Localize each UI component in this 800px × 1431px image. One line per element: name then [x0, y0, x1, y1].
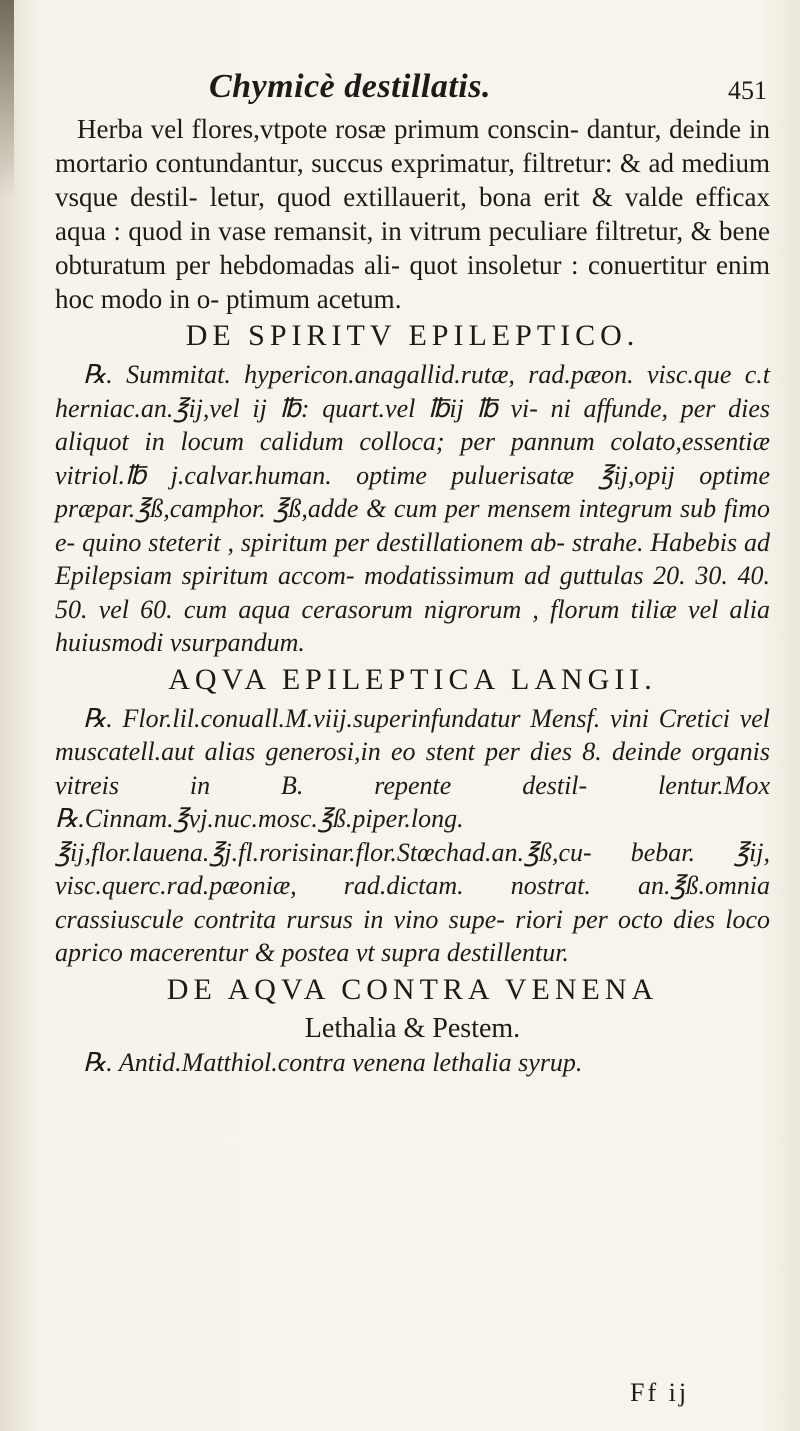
signature-mark: Ff ij: [630, 1378, 690, 1407]
heading-aqua-epileptica: AQVA EPILEPTICA LANGII.: [168, 662, 657, 696]
running-head: Chymicè destillatis.: [209, 68, 491, 105]
paragraph-herba: [55, 112, 770, 316]
page-number: 451: [728, 76, 767, 105]
recipe-antidotum: [55, 1046, 770, 1080]
recipe-spiritus-epilepticus: [55, 358, 770, 660]
page-edge-shadow: [0, 0, 14, 200]
subheading-lethalia: Lethalia & Pestem.: [304, 1012, 521, 1044]
recipe-spiritus-epilepticus-text: ℞. Summitat. hypericon.anagallid.rutæ, rad.pæon. visc.que c.t herniac.an.℥ij,vel ij ℔: quart.vel ℔ij ℔ vi- ni affunde, per dies aliquot in locum calidum colloca; per pannum colato,essentiæ vitriol.℔ j.calvar.human. optime puluerisatæ ℥ij,opij optime præpar.℥ß,camphor. ℥ß,adde & cum per mensem integrum sub fimo e- quino steterit , spiritum per destillationem ab- strahe. Habebis ad Epilepsiam spiritum accom- modatissimum ad guttulas 20. 30. 40. 50. vel 60. cum aqua cerasorum nigrorum , florum tiliæ vel alia huiusmodi vsurpandum.: [55, 360, 770, 657]
recipe-aqua-epileptica: [55, 702, 770, 970]
recipe-aqua-epileptica-text: ℞. Flor.lil.conuall.M.viij.superinfundatur Mensf. vini Cretici vel muscatell.aut alias generosi,in eo stent per dies 8. deinde organis vitreis in B. repente destil- lentur.Mox ℞.Cinnam.℥vj.nuc.mosc.℥ß.piper.long. ℥ij,flor.lauena.℥j.fl.rorisinar.flor.Stœchad.an.℥ß,cu- bebar. ℥ij, visc.querc.rad.pæoniæ, rad.dictam. nostrat. an.℥ß.omnia crassiuscule contrita rursus in vino supe- riori per octo dies loco aprico macerentur & postea vt supra destillentur.: [55, 703, 770, 967]
heading-spiritus-epilepticus: DE SPIRITV EPILEPTICO.: [185, 319, 640, 352]
page-content: [55, 112, 770, 1079]
recipe-antidotum-text: ℞. Antid.Matthiol.contra venena lethalia syrup.: [83, 1047, 583, 1077]
heading-aqua-contra-venena: DE AQVA CONTRA VENENA: [166, 972, 659, 1006]
paragraph-herba-text: Herba vel flores,vtpote rosæ primum conscin- dantur, deinde in mortario contundantur, succus exprimatur, filtretur: & ad medium vsque destil- letur, quod extillauerit, bona erit & valde efficax aqua : quod in vase remansit, in vitrum peculiare filtretur, & bene obturatum per hebdomadas ali- quot insoletur : conuertitur enim hoc modo in o- ptimum acetum.: [55, 114, 770, 314]
